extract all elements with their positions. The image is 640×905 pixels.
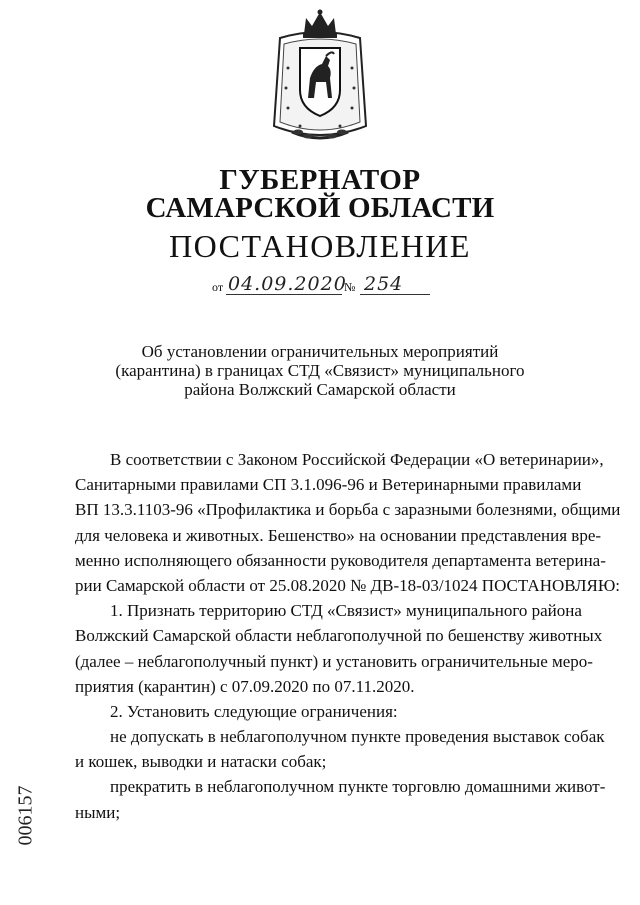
coat-of-arms-emblem — [270, 8, 370, 146]
issuer-title: ГУБЕРНАТОР — [219, 164, 421, 196]
body-line: (далее – неблагополучный пункт) и установить ограничительные меро- — [75, 651, 593, 671]
body-line: и кошек, выводки и натаски собак; — [75, 752, 327, 772]
body-line: для человека и животных. Бешенство» на основании представления вре- — [75, 525, 602, 545]
date-number-line — [212, 274, 432, 298]
body-line: ными; — [75, 802, 121, 822]
side-registration-code — [14, 770, 38, 860]
body-line: менно исполняющего обязанности руководителя департамента ветерина- — [75, 550, 606, 570]
body-line: прекратить в неблагополучном пункте торговлю домашними живот- — [110, 777, 606, 797]
document-type-title: ПОСТАНОВЛЕНИЕ — [169, 228, 471, 264]
document-subject — [100, 342, 540, 399]
body-line: Волжский Самарской области неблагополучной по бешенству животных — [75, 626, 603, 646]
number-underline — [360, 294, 430, 295]
handwritten-date: 04.09.2020 — [228, 273, 347, 295]
date-label: от — [212, 280, 224, 294]
issuer-region: САМАРСКОЙ ОБЛАСТИ — [145, 192, 495, 224]
body-line: 1. Признать территорию СТД «Связист» муниципального района — [110, 601, 582, 621]
body-line: рии Самарской области от 25.08.2020 № ДВ-18-03/1024 ПОСТАНОВЛЯЮ: — [75, 575, 621, 595]
date-underline — [226, 294, 342, 295]
body-line: приятия (карантин) с 07.09.2020 по 07.11.2020. — [75, 676, 415, 696]
body-line: 2. Установить следующие ограничения: — [110, 701, 398, 721]
handwritten-number: 254 — [364, 273, 404, 295]
body-line: не допускать в неблагополучном пункте проведения выставок собак — [110, 727, 605, 747]
number-label: № — [344, 280, 356, 294]
body-line: Санитарными правилами СП 3.1.096-96 и Ветеринарными правилами — [75, 475, 582, 495]
body-line: В соответствии с Законом Российской Федерации «О ветеринарии», — [110, 450, 604, 469]
subject-line: Об установлении ограничительных мероприятий — [141, 342, 499, 361]
subject-line: (карантина) в границах СТД «Связист» муниципального — [115, 361, 525, 380]
document-body — [75, 447, 621, 825]
subject-line: района Волжский Самарской области — [184, 380, 456, 399]
side-code-text: 006157 — [14, 785, 37, 846]
body-line: ВП 13.3.1103-96 «Профилактика и борьба с заразными болезнями, общими — [75, 500, 621, 520]
